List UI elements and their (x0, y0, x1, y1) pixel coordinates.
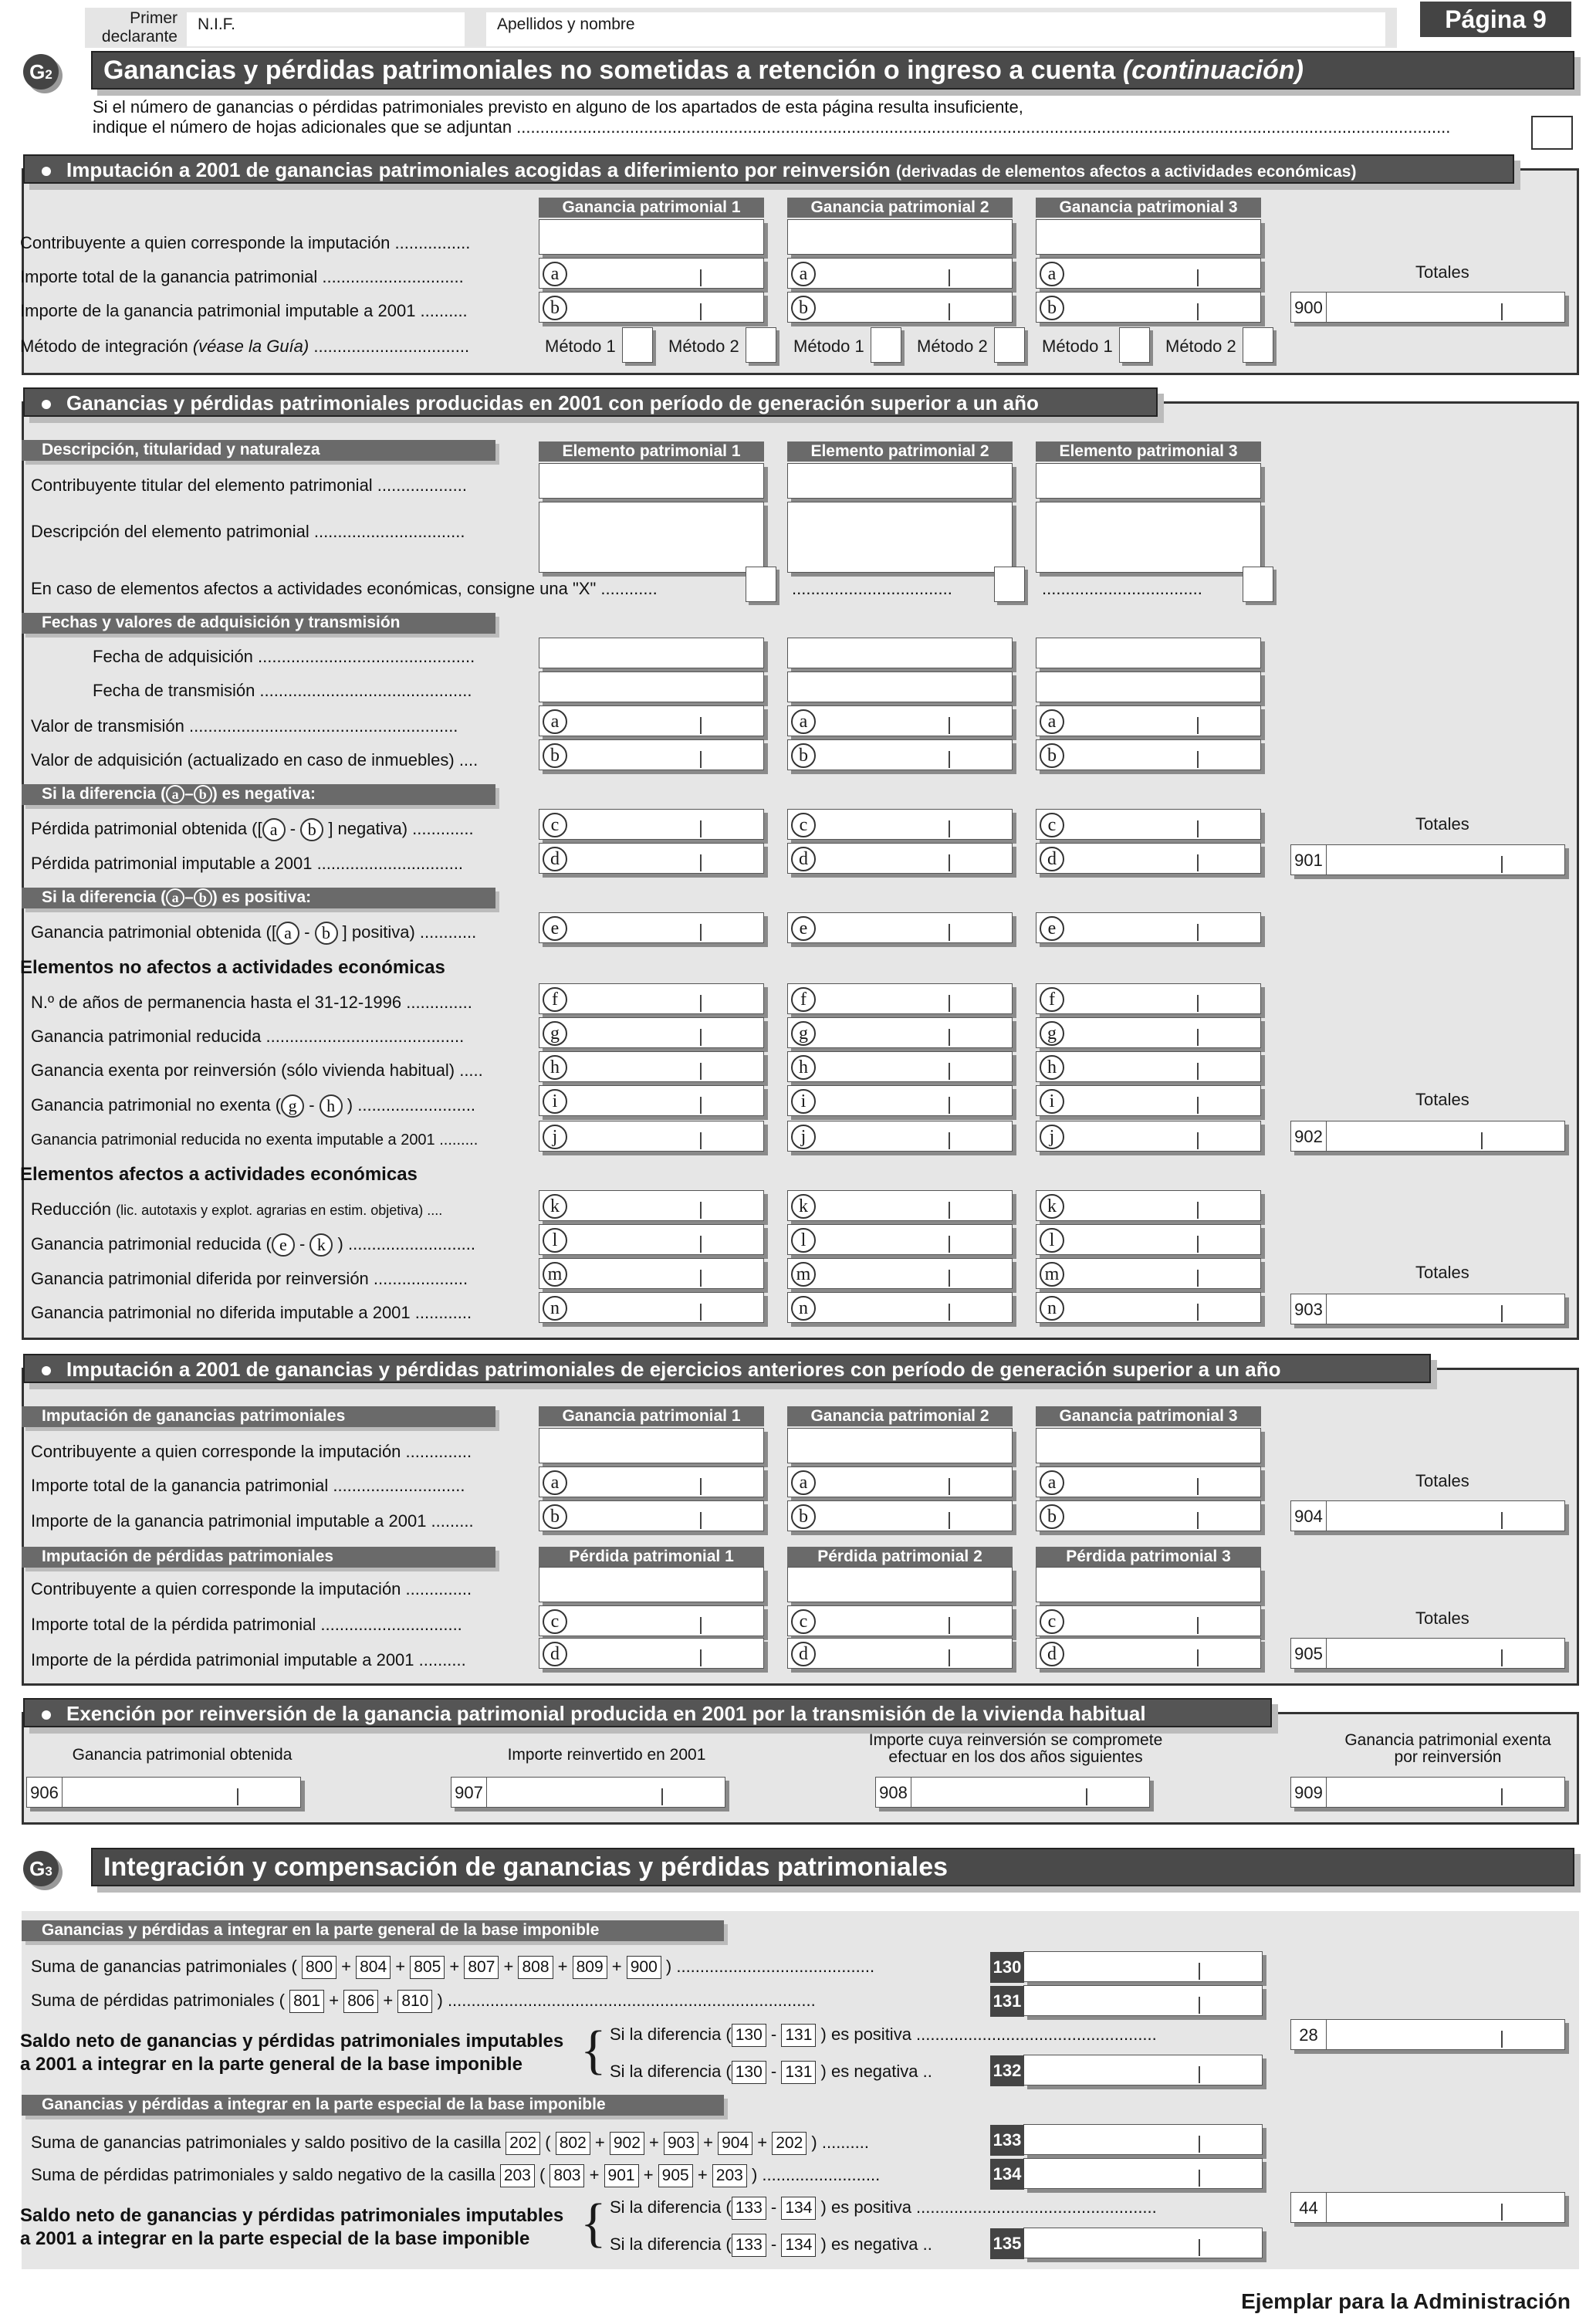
letter-f-icon: f (543, 987, 567, 1012)
casilla-44[interactable] (1290, 2192, 1565, 2223)
casilla-135-number: 135 (990, 2228, 1024, 2259)
g3-dif-positiva-1: Si la diferencia ( 130 - 131 ) es positiva ................................................... (610, 2024, 1157, 2047)
apellidos-label: Apellidos y nombre (497, 15, 635, 33)
casilla-907[interactable] (451, 1777, 725, 1808)
letter-k-icon: k (791, 1194, 816, 1219)
s2-field-g-1[interactable] (539, 1017, 764, 1048)
s2-afecto-check-1[interactable] (746, 567, 776, 602)
s2-field-b-3[interactable] (1036, 739, 1261, 770)
casilla-900[interactable] (1290, 292, 1565, 323)
casilla-908[interactable] (875, 1777, 1150, 1808)
letter-l-icon: l (1040, 1228, 1064, 1253)
s2-row-j: Ganancia patrimonial reducida no exenta imputable a 2001 ......... (31, 1132, 479, 1148)
s1-metodo1-check-1[interactable] (622, 327, 653, 363)
s2-field-n-1[interactable] (539, 1292, 764, 1323)
letter-c-icon: c (791, 1609, 816, 1634)
s2-totales-902-label: Totales (1415, 1090, 1469, 1109)
section3-title: Imputación a 2001 de ganancias y pérdidas patrimoniales de ejercicios anteriores con período de generación superior a un año (23, 1354, 1431, 1383)
letter-b-icon: b (543, 743, 567, 768)
letter-c-icon: c (543, 813, 567, 837)
letter-i-icon: i (791, 1089, 816, 1114)
s1-row-importe-total: Importe total de la ganancia patrimonial .............................. (20, 267, 464, 286)
s2-field-m-3[interactable] (1036, 1258, 1261, 1289)
letter-c-icon: c (1040, 1609, 1064, 1634)
s2-field-row0-2[interactable] (787, 463, 1013, 499)
s2-field-c-1[interactable] (539, 809, 764, 840)
casilla-903-number: 903 (1291, 1294, 1327, 1324)
letter-b-icon: b (1040, 296, 1064, 320)
letter-j-icon: j (791, 1125, 816, 1149)
label-906: Ganancia patrimonial obtenida (72, 1746, 293, 1764)
s3-gan-header-3: Ganancia patrimonial 3 (1036, 1406, 1261, 1426)
s3-field-row0-2[interactable] (787, 1428, 1013, 1463)
casilla-902-number: 902 (1291, 1121, 1327, 1151)
s2-dots-3: .................................. (1042, 579, 1202, 598)
g3-dif-negativa-1: Si la diferencia ( 130 - 131 ) es negativa .. (610, 2061, 932, 2084)
letter-i-icon: i (543, 1089, 567, 1114)
s2-heading-afectos: Elementos afectos a actividades económicas (20, 1164, 418, 1185)
casilla-901-number: 901 (1291, 845, 1327, 874)
s3-field-a-3[interactable] (1036, 1466, 1261, 1497)
s2-field-row4-3[interactable] (1036, 671, 1261, 702)
g3-saldo-general: Saldo neto de ganancias y pérdidas patrimoniales imputables a 2001 a integrar en la parte general de la base imponible (20, 2031, 564, 2075)
brace-2: { (580, 2194, 607, 2253)
s3-field-row0-3[interactable] (1036, 1428, 1261, 1463)
s2-row-g: Ganancia patrimonial reducida .......................................... (31, 1027, 465, 1046)
casilla-901[interactable] (1290, 844, 1565, 875)
g2-title (91, 51, 1574, 90)
s3-row-5: Importe total de la pérdida patrimonial .............................. (31, 1615, 462, 1634)
s2-field-d-1[interactable] (539, 843, 764, 874)
s2-row-ganancia-obtenida: Ganancia patrimonial obtenida ([ a - b ] positiva) ............ (31, 922, 476, 945)
s2-row-h: Ganancia exenta por reinversión (sólo vivienda habitual) ..... (31, 1061, 483, 1080)
g3-title: Integración y compensación de ganancias y pérdidas patrimoniales (91, 1848, 1574, 1886)
label-908: Importe cuya reinversión se compromete efectuar en los dos años siguientes (868, 1731, 1163, 1766)
s1-metodo2-label: Método 2 (917, 337, 988, 356)
s2-field-row3-1[interactable] (539, 638, 764, 668)
letter-h-icon: h (543, 1055, 567, 1080)
casilla-906-number: 906 (27, 1778, 63, 1807)
s1-metodo2-check-2[interactable] (994, 327, 1025, 363)
sub-descripcion: Descripción, titularidad y naturaleza (22, 440, 495, 461)
s2-field-g-2[interactable] (787, 1017, 1013, 1048)
letter-e-icon: e (1040, 916, 1064, 941)
g2-icon: G2 (23, 54, 59, 90)
letter-a-icon: a (791, 709, 816, 734)
letter-b-icon: b (543, 1504, 567, 1529)
s2-row-fecha-tr: Fecha de transmisión ............................................. (93, 681, 472, 700)
brace-1: { (580, 2021, 607, 2080)
s2-field-n-3[interactable] (1036, 1292, 1261, 1323)
g2-note-2: indique el número de hojas adicionales que se adjuntan ...................................................................................................................................................................................................... (93, 117, 1451, 137)
g3-dif-negativa-2: Si la diferencia ( 133 - 134 ) es negativa .. (610, 2234, 932, 2257)
s2-totales-903-label: Totales (1415, 1263, 1469, 1282)
section-exencion-vivienda (22, 1712, 1579, 1825)
casilla-28[interactable] (1290, 2019, 1565, 2050)
s2-row-afectos: En caso de elementos afectos a actividades económicas, consigne una "X" ............ (31, 579, 658, 598)
s2-field-h-3[interactable] (1036, 1051, 1261, 1082)
s3-per-header-3: Pérdida patrimonial 3 (1036, 1547, 1261, 1567)
s2-afecto-check-3[interactable] (1243, 567, 1273, 602)
sub-parte-general: Ganancias y pérdidas a integrar en la parte general de la base imponible (22, 1920, 724, 1941)
casilla-134-number: 134 (990, 2159, 1024, 2190)
s1-importe-total-1[interactable] (539, 258, 764, 289)
letter-g-icon: g (1040, 1021, 1064, 1046)
casilla-907-number: 907 (451, 1778, 487, 1807)
casilla-908-number: 908 (876, 1778, 911, 1807)
casilla-130-number: 130 (990, 1952, 1024, 1983)
letter-d-icon: d (543, 847, 567, 871)
letter-e-icon: e (791, 916, 816, 941)
s2-field-a-1[interactable] (539, 705, 764, 736)
s2-field-row0-3[interactable] (1036, 463, 1261, 499)
s1-col-header-1: Ganancia patrimonial 1 (539, 198, 764, 218)
s3-field-row3-2[interactable] (787, 1567, 1013, 1602)
casilla-902[interactable] (1290, 1121, 1565, 1152)
s3-per-header-1: Pérdida patrimonial 1 (539, 1547, 764, 1567)
g3-suma-ganancias-esp: Suma de ganancias patrimoniales y saldo positivo de la casilla 202 ( 802 + 902 + 903 + 904 + 202 ) .......... (31, 2132, 869, 2155)
s2-field-m-1[interactable] (539, 1258, 764, 1289)
s2-field-h-1[interactable] (539, 1051, 764, 1082)
s2-field-row1-3[interactable] (1036, 502, 1261, 573)
sub-fechas: Fechas y valores de adquisición y transmisión (22, 613, 495, 634)
casilla-909[interactable] (1290, 1777, 1565, 1808)
letter-d-icon: d (1040, 847, 1064, 871)
casilla-134[interactable] (993, 2158, 1263, 2189)
s3-field-c-2[interactable] (787, 1605, 1013, 1636)
letter-c-icon: c (791, 813, 816, 837)
letter-m-icon: m (543, 1262, 567, 1287)
letter-b-icon: b (1040, 743, 1064, 768)
s2-row-titular: Contribuyente titular del elemento patrimonial ................... (31, 475, 467, 495)
s2-field-j-3[interactable] (1036, 1121, 1261, 1152)
s2-field-row1-2[interactable] (787, 502, 1013, 573)
letter-n-icon: n (791, 1296, 816, 1321)
letter-g-icon: g (791, 1021, 816, 1046)
g3-icon: G3 (23, 1851, 59, 1886)
s2-field-l-2[interactable] (787, 1224, 1013, 1255)
s3-field-row3-1[interactable] (539, 1567, 764, 1602)
s2-field-m-2[interactable] (787, 1258, 1013, 1289)
s1-importe-imputable-3[interactable] (1036, 292, 1261, 323)
letter-b-icon: b (791, 296, 816, 320)
primer-text: Primer (130, 9, 178, 27)
casilla-909-number: 909 (1291, 1778, 1327, 1807)
letter-d-icon: d (543, 1642, 567, 1666)
g3-suma-ganancias: Suma de ganancias patrimoniales ( 800 + 804 + 805 + 807 + 808 + 809 + 900 ) .......................................... (31, 1956, 874, 1979)
s2-field-k-1[interactable] (539, 1190, 764, 1221)
casilla-132-number: 132 (990, 2055, 1024, 2086)
s1-row-metodo: Método de integración (véase la Guía) ................................. (20, 337, 470, 356)
casilla-135[interactable] (993, 2228, 1263, 2258)
page-number: Página 9 (1420, 2, 1571, 37)
s1-metodo2-label: Método 2 (1165, 337, 1236, 356)
casilla-132[interactable] (993, 2055, 1263, 2086)
s3-gan-header-1: Ganancia patrimonial 1 (539, 1406, 764, 1426)
casilla-131-number: 131 (990, 1986, 1024, 2017)
s2-field-row4-1[interactable] (539, 671, 764, 702)
letter-a-icon: a (1040, 262, 1064, 286)
s3-field-c-3[interactable] (1036, 1605, 1261, 1636)
letter-f-icon: f (1040, 987, 1064, 1012)
letter-l-icon: l (543, 1228, 567, 1253)
declarante-text: declarante (101, 28, 178, 46)
s3-field-d-3[interactable] (1036, 1638, 1261, 1669)
sub-imputacion-perdidas: Imputación de pérdidas patrimoniales (22, 1547, 495, 1568)
s2-field-l-3[interactable] (1036, 1224, 1261, 1255)
letter-c-icon: c (1040, 813, 1064, 837)
s2-row-i: Ganancia patrimonial no exenta ( g - h ) ......................... (31, 1094, 475, 1118)
s2-row-valor-adq: Valor de adquisición (actualizado en caso de inmuebles) .... (31, 750, 479, 770)
g3-suma-perdidas-esp: Suma de pérdidas patrimoniales y saldo negativo de la casilla 203 ( 803 + 901 + 905 + 203 ) ......................... (31, 2164, 880, 2187)
letter-f-icon: f (791, 987, 816, 1012)
s3-gan-header-2: Ganancia patrimonial 2 (787, 1406, 1013, 1426)
s2-row-f: N.º de años de permanencia hasta el 31-12-1996 .............. (31, 993, 472, 1012)
casilla-133-number: 133 (990, 2125, 1024, 2156)
s1-importe-imputable-1[interactable] (539, 292, 764, 323)
s3-field-row0-1[interactable] (539, 1428, 764, 1463)
s2-field-l-1[interactable] (539, 1224, 764, 1255)
casilla-903[interactable] (1290, 1294, 1565, 1324)
s3-row-1: Contribuyente a quien corresponde la imputación .............. (31, 1442, 472, 1461)
letter-j-icon: j (1040, 1125, 1064, 1149)
letter-m-icon: m (791, 1262, 816, 1287)
s3-field-d-1[interactable] (539, 1638, 764, 1669)
nif-field[interactable] (187, 12, 465, 46)
s2-field-e-3[interactable] (1036, 912, 1261, 943)
letter-n-icon: n (1040, 1296, 1064, 1321)
letter-n-icon: n (543, 1296, 567, 1321)
s1-metodo1-label: Método 1 (545, 337, 616, 356)
s2-field-a-2[interactable] (787, 705, 1013, 736)
s1-metodo1-check-3[interactable] (1119, 327, 1150, 363)
s2-field-f-2[interactable] (787, 983, 1013, 1014)
letter-d-icon: d (1040, 1642, 1064, 1666)
hojas-adicionales-input[interactable] (1531, 116, 1573, 150)
s2-field-c-3[interactable] (1036, 809, 1261, 840)
s1-metodo1-check-2[interactable] (871, 327, 901, 363)
s1-metodo2-label: Método 2 (668, 337, 739, 356)
g3-dif-positiva-2: Si la diferencia ( 133 - 134 ) es positiva ................................................... (610, 2197, 1157, 2220)
s1-contribuyente-3[interactable] (1036, 219, 1261, 255)
label-909: Ganancia patrimonial exenta por reinversión (1344, 1731, 1551, 1766)
footer-ejemplar: Ejemplar para la Administración (1241, 2289, 1571, 2313)
s2-heading-no-afectos: Elementos no afectos a actividades económicas (20, 957, 445, 978)
s2-field-i-3[interactable] (1036, 1085, 1261, 1116)
letter-a-icon: a (791, 262, 816, 286)
letter-a-icon: a (543, 709, 567, 734)
s2-field-f-3[interactable] (1036, 983, 1261, 1014)
s2-field-row3-3[interactable] (1036, 638, 1261, 668)
s3-field-b-3[interactable] (1036, 1500, 1261, 1531)
s2-row-fecha-adq: Fecha de adquisición .............................................. (93, 647, 475, 666)
casilla-905-number: 905 (1291, 1639, 1327, 1668)
casilla-905[interactable] (1290, 1638, 1565, 1669)
s2-row-valor-tr: Valor de transmisión ......................................................... (31, 716, 458, 736)
letter-k-icon: k (1040, 1194, 1064, 1219)
casilla-133[interactable] (993, 2124, 1263, 2155)
s2-field-row1-1[interactable] (539, 502, 764, 573)
s2-row-n: Ganancia patrimonial no diferida imputable a 2001 ............ (31, 1303, 472, 1322)
letter-i-icon: i (1040, 1089, 1064, 1114)
s3-field-a-1[interactable] (539, 1466, 764, 1497)
letter-m-icon: m (1040, 1262, 1064, 1287)
s3-field-a-2[interactable] (787, 1466, 1013, 1497)
s1-metodo1-label: Método 1 (793, 337, 864, 356)
s1-row-contribuyente: Contribuyente a quien corresponde la imputación ................ (20, 233, 471, 252)
letter-d-icon: d (791, 1642, 816, 1666)
s2-col-header-3: Elemento patrimonial 3 (1036, 441, 1261, 462)
s1-col-header-3: Ganancia patrimonial 3 (1036, 198, 1261, 218)
primer-label (85, 9, 178, 46)
s1-totales-label: Totales (1415, 262, 1469, 282)
letter-a-icon: a (1040, 709, 1064, 734)
s2-field-b-2[interactable] (787, 739, 1013, 770)
s1-contribuyente-2[interactable] (787, 219, 1013, 255)
s2-row-descripcion: Descripción del elemento patrimonial ................................ (31, 522, 465, 541)
s2-field-j-1[interactable] (539, 1121, 764, 1152)
g3-saldo-especial: Saldo neto de ganancias y pérdidas patrimoniales imputables a 2001 a integrar en la parte especial de la base imponible (20, 2205, 564, 2249)
s3-row-2: Importe total de la ganancia patrimonial ............................ (31, 1476, 465, 1495)
apellidos-field[interactable] (486, 12, 1385, 46)
s1-contribuyente-1[interactable] (539, 219, 764, 255)
s2-field-row4-2[interactable] (787, 671, 1013, 702)
letter-a-icon: a (1040, 1470, 1064, 1495)
label-907: Importe reinvertido en 2001 (507, 1746, 706, 1764)
s3-row-3: Importe de la ganancia patrimonial imputable a 2001 ......... (31, 1511, 474, 1531)
s2-field-row3-2[interactable] (787, 638, 1013, 668)
s1-metodo2-check-1[interactable] (746, 327, 776, 363)
section2-title: Ganancias y pérdidas patrimoniales producidas en 2001 con período de generación superior a un año (23, 387, 1158, 417)
letter-d-icon: d (791, 847, 816, 871)
s3-per-header-2: Pérdida patrimonial 2 (787, 1547, 1013, 1567)
letter-b-icon: b (1040, 1504, 1064, 1529)
s3-row-4: Contribuyente a quien corresponde la imputación .............. (31, 1579, 472, 1598)
s3-field-row3-3[interactable] (1036, 1567, 1261, 1602)
g2-note-1: Si el número de ganancias o pérdidas patrimoniales previsto en alguno de los apartados de esta página resulta insuficiente, (93, 97, 1023, 117)
s3-field-c-1[interactable] (539, 1605, 764, 1636)
s1-col-header-2: Ganancia patrimonial 2 (787, 198, 1013, 218)
s1-metodo2-check-3[interactable] (1243, 327, 1273, 363)
s3-totales-905-label: Totales (1415, 1609, 1469, 1628)
section4-title: Exención por reinversión de la ganancia patrimonial producida en 2001 por la transmisión de la vivienda habitual (23, 1698, 1272, 1727)
letter-b-icon: b (791, 1504, 816, 1529)
s2-field-c-2[interactable] (787, 809, 1013, 840)
s1-importe-imputable-2[interactable] (787, 292, 1013, 323)
casilla-130[interactable] (993, 1951, 1263, 1982)
letter-e-icon: e (543, 916, 567, 941)
casilla-904[interactable] (1290, 1500, 1565, 1531)
s2-row-k: Reducción (lic. autotaxis y explot. agrarias en estim. objetiva) .... (31, 1199, 443, 1219)
g2-title-italic: (continuación) (1122, 56, 1304, 85)
s2-field-e-2[interactable] (787, 912, 1013, 943)
s1-importe-total-2[interactable] (787, 258, 1013, 289)
letter-b-icon: b (791, 743, 816, 768)
s2-field-f-1[interactable] (539, 983, 764, 1014)
s3-field-b-1[interactable] (539, 1500, 764, 1531)
s3-field-b-2[interactable] (787, 1500, 1013, 1531)
s2-field-g-3[interactable] (1036, 1017, 1261, 1048)
letter-g-icon: g (543, 1021, 567, 1046)
casilla-904-number: 904 (1291, 1501, 1327, 1531)
s2-field-row0-1[interactable] (539, 463, 764, 499)
s2-field-h-2[interactable] (787, 1051, 1013, 1082)
s3-row-6: Importe de la pérdida patrimonial imputable a 2001 .......... (31, 1650, 466, 1669)
s2-totales-901-label: Totales (1415, 814, 1469, 834)
letter-h-icon: h (791, 1055, 816, 1080)
s2-field-k-3[interactable] (1036, 1190, 1261, 1221)
sub-imputacion-ganancias: Imputación de ganancias patrimoniales (22, 1406, 495, 1427)
letter-k-icon: k (543, 1194, 567, 1219)
s2-field-n-2[interactable] (787, 1292, 1013, 1323)
s2-field-i-1[interactable] (539, 1085, 764, 1116)
s2-col-header-2: Elemento patrimonial 2 (787, 441, 1013, 462)
section1-title: Imputación a 2001 de ganancias patrimoniales acogidas a diferimiento por reinversión (derivadas de elementos afectos a actividades económicas) (23, 154, 1514, 184)
s2-field-b-1[interactable] (539, 739, 764, 770)
s2-dots-2: .................................. (792, 579, 952, 598)
s3-totales-904-label: Totales (1415, 1471, 1469, 1490)
s1-row-importe-imputable: Importe de la ganancia patrimonial imputable a 2001 .......... (20, 301, 468, 320)
g2-title-main: Ganancias y pérdidas patrimoniales no sometidas a retención o ingreso a cuenta (103, 56, 1116, 85)
sub-negativa: Si la diferencia ( a – b ) es negativa: (22, 784, 495, 805)
letter-c-icon: c (543, 1609, 567, 1634)
casilla-900-number: 900 (1291, 293, 1327, 322)
s2-afecto-check-2[interactable] (994, 567, 1025, 602)
s1-metodo1-label: Método 1 (1042, 337, 1113, 356)
s2-col-header-1: Elemento patrimonial 1 (539, 441, 764, 462)
casilla-131[interactable] (993, 1985, 1263, 2016)
s2-field-i-2[interactable] (787, 1085, 1013, 1116)
s2-field-j-2[interactable] (787, 1121, 1013, 1152)
s1-importe-total-3[interactable] (1036, 258, 1261, 289)
casilla-28-number: 28 (1291, 2020, 1327, 2049)
letter-a-icon: a (791, 1470, 816, 1495)
s2-row-perdida-imputable: Pérdida patrimonial imputable a 2001 ............................... (31, 854, 464, 873)
letter-h-icon: h (1040, 1055, 1064, 1080)
letter-j-icon: j (543, 1125, 567, 1149)
s3-field-d-2[interactable] (787, 1638, 1013, 1669)
letter-l-icon: l (791, 1228, 816, 1253)
sub-parte-especial: Ganancias y pérdidas a integrar en la parte especial de la base imponible (22, 2095, 724, 2116)
s2-row-l: Ganancia patrimonial reducida ( e - k ) ........................... (31, 1233, 475, 1257)
letter-a-icon: a (543, 262, 567, 286)
casilla-906[interactable] (26, 1777, 301, 1808)
s2-field-d-2[interactable] (787, 843, 1013, 874)
sub-positiva: Si la diferencia ( a – b ) es positiva: (22, 888, 495, 908)
s2-field-k-2[interactable] (787, 1190, 1013, 1221)
letter-a-icon: a (543, 1470, 567, 1495)
letter-b-icon: b (543, 296, 567, 320)
g3-suma-perdidas: Suma de pérdidas patrimoniales ( 801 + 806 + 810 ) .............................................................................. (31, 1990, 816, 2013)
s2-field-a-3[interactable] (1036, 705, 1261, 736)
s2-row-m: Ganancia patrimonial diferida por reinversión .................... (31, 1269, 468, 1288)
nif-label: N.I.F. (198, 15, 236, 33)
s2-field-e-1[interactable] (539, 912, 764, 943)
s2-row-perdida-obtenida: Pérdida patrimonial obtenida ([ a - b ] negativa) ............. (31, 818, 474, 841)
casilla-44-number: 44 (1291, 2193, 1327, 2222)
s2-field-d-3[interactable] (1036, 843, 1261, 874)
